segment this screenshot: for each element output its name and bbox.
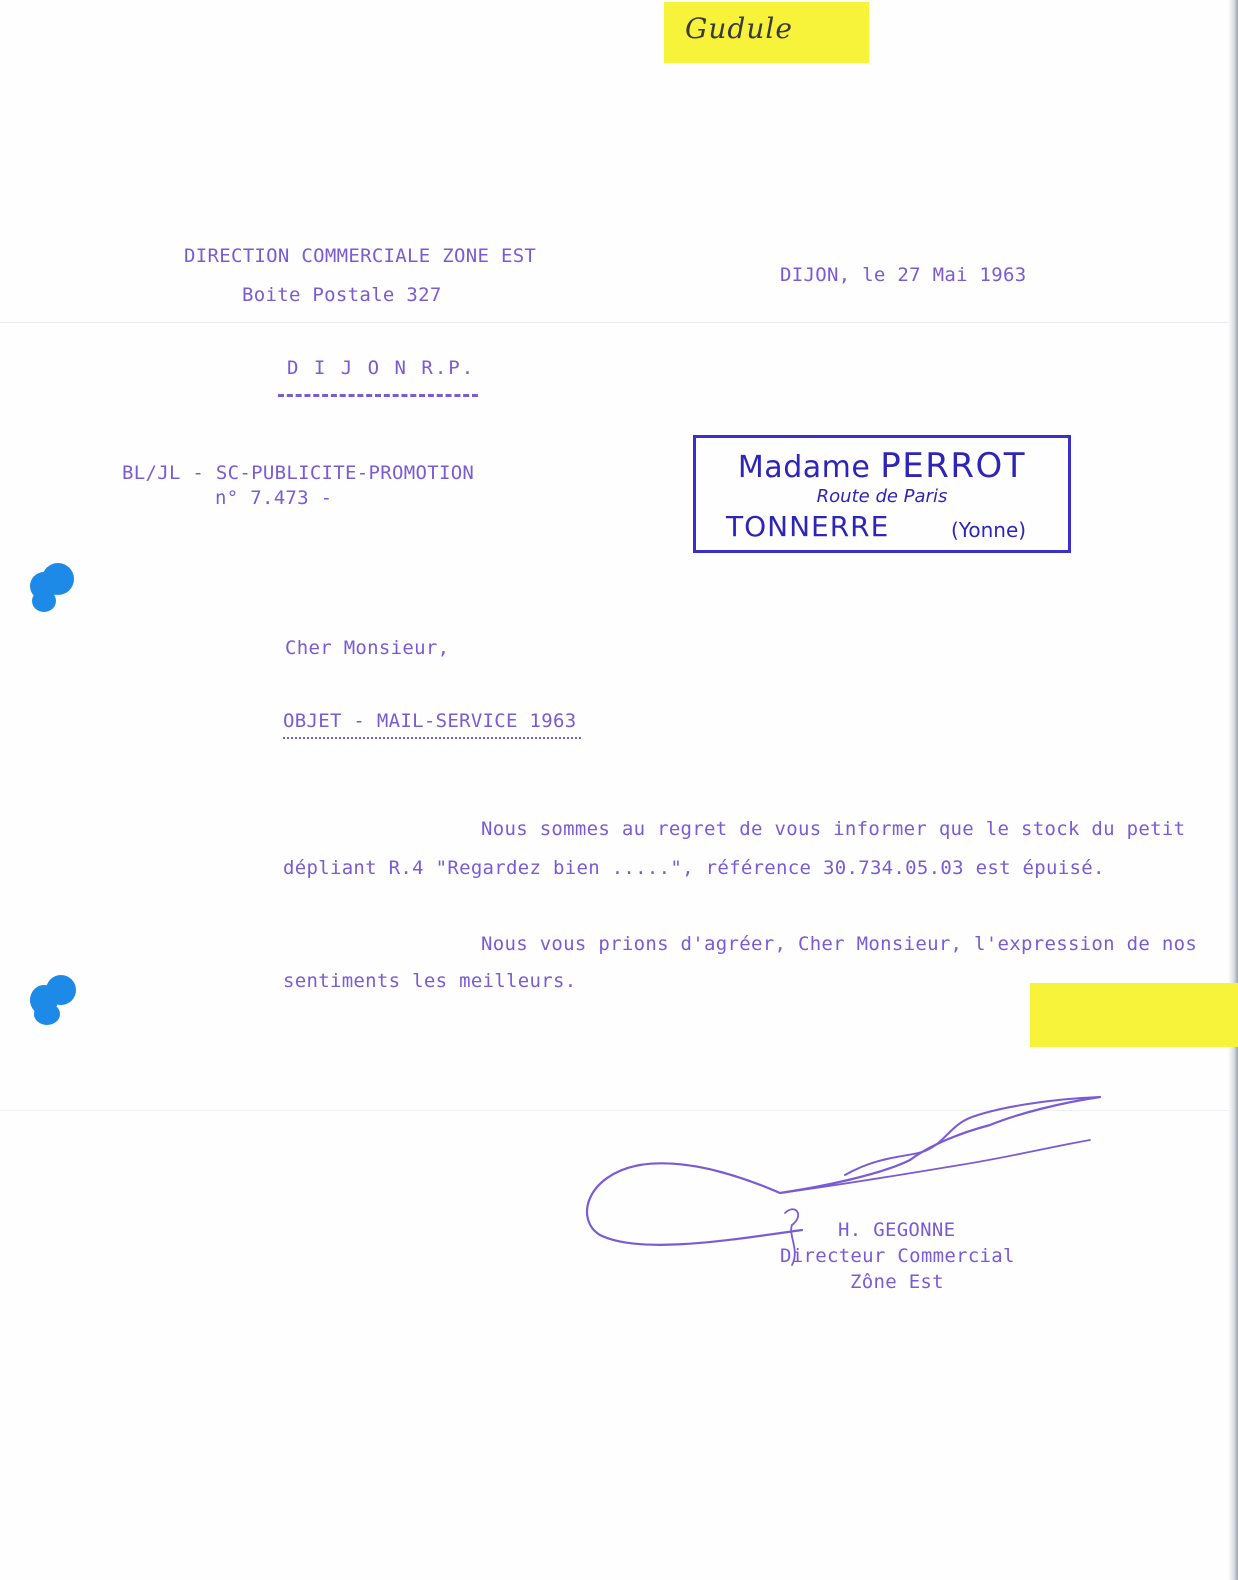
recipient-department: (Yonne)	[951, 518, 1027, 542]
subject-line: OBJET - MAIL-SERVICE 1963	[283, 710, 577, 732]
letterhead-city: D I J O N R.P.	[287, 357, 476, 379]
handwritten-note: Gudule	[685, 12, 793, 45]
recipient-address-stamp	[693, 435, 1071, 553]
paragraph-1-line-1: Nous sommes au regret de vous informer que le stock du petit	[481, 818, 1186, 840]
punch-hole	[34, 1003, 60, 1025]
recipient-street: Route de Paris	[816, 486, 948, 507]
paragraph-2-line-1: Nous vous prions d'agréer, Cher Monsieur, l'expression de nos	[481, 933, 1198, 955]
subject-underline	[283, 737, 581, 739]
punch-hole	[32, 590, 56, 612]
date-line: DIJON, le 27 Mai 1963	[780, 264, 1027, 286]
reference-line-2: n° 7.473 -	[215, 487, 333, 509]
recipient-name: PERROT	[880, 446, 1027, 486]
reference-line-1: BL/JL - SC-PUBLICITE-PROMOTION	[122, 462, 475, 484]
punch-hole	[46, 975, 76, 1005]
city-underline	[278, 394, 478, 397]
paragraph-1-line-2: dépliant R.4 "Regardez bien .....", référence 30.734.05.03 est épuisé.	[283, 857, 1105, 879]
letterhead-po-box: Boite Postale 327	[242, 284, 442, 306]
signatory-name: H. GEGONNE	[838, 1219, 956, 1241]
page-edge	[1228, 0, 1238, 1580]
paragraph-2-line-2: sentiments les meilleurs.	[283, 970, 577, 992]
recipient-title: Madame	[737, 450, 871, 485]
recipient-name-line	[696, 446, 1068, 486]
fold-line	[0, 322, 1238, 323]
yellow-highlight-patch	[1030, 983, 1238, 1047]
recipient-town: TONNERRE	[726, 510, 890, 543]
salutation: Cher Monsieur,	[285, 637, 450, 659]
signatory-zone: Zône Est	[850, 1271, 944, 1293]
signatory-title: Directeur Commercial	[780, 1245, 1015, 1267]
letterhead-department: DIRECTION COMMERCIALE ZONE EST	[184, 245, 537, 267]
